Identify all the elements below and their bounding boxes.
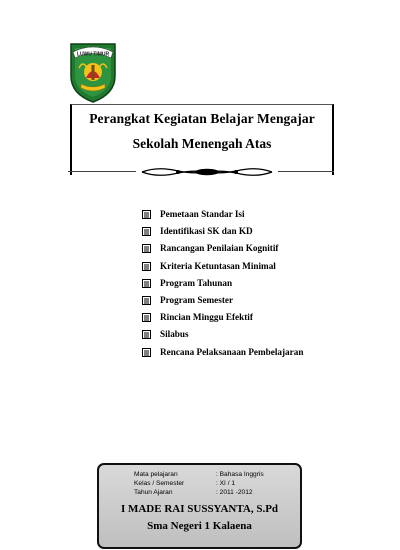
list-bullet-icon <box>142 227 151 236</box>
list-item-label: Pemetaan Standar Isi <box>160 209 245 219</box>
subject-row <box>134 471 264 478</box>
document-subtitle: Sekolah Menengah Atas <box>132 136 272 151</box>
list-item <box>142 293 303 310</box>
list-item-label: Program Semester <box>160 294 234 305</box>
list-item <box>142 345 303 362</box>
class-value: : XI / 1 <box>216 480 236 487</box>
subject-label: Mata pelajaran <box>134 471 178 478</box>
list-item <box>142 276 303 293</box>
list-bullet-icon <box>142 330 151 339</box>
list-bullet-icon <box>142 348 151 357</box>
divider-left <box>68 171 136 172</box>
year-value: : 2011 -2012 <box>216 489 253 496</box>
list-bullet-icon <box>142 210 151 219</box>
list-item <box>142 259 303 276</box>
list-bullet-icon <box>142 244 151 253</box>
divider-right <box>278 171 334 172</box>
year-label: Tahun Ajaran <box>134 489 173 496</box>
list-item <box>142 310 303 327</box>
list-item-label: Kriteria Ketuntasan Minimal <box>160 260 276 271</box>
list-item <box>142 327 303 344</box>
author-name: I MADE RAI SUSSYANTA, S.Pd <box>120 503 279 515</box>
luwu-timur-crest-logo <box>67 38 119 104</box>
subject-value: : Bahasa Inggris <box>216 471 264 478</box>
list-item-label: Rencana Pelaksanaan Pembelajaran <box>160 346 304 357</box>
list-bullet-icon <box>142 313 151 322</box>
ornament-divider <box>138 162 276 182</box>
list-item-label: Program Tahunan <box>160 277 233 288</box>
author-info-box <box>97 463 302 549</box>
class-label: Kelas / Semester <box>134 480 185 487</box>
list-item <box>142 207 303 224</box>
list-item <box>142 241 303 258</box>
list-bullet-icon <box>142 279 151 288</box>
list-item-label: Rancangan Penilaian Kognitif <box>160 243 279 254</box>
list-bullet-icon <box>142 262 151 271</box>
list-item-label: Silabus <box>160 329 189 340</box>
class-row <box>134 480 235 487</box>
list-item-label: Identifikasi SK dan KD <box>160 226 253 237</box>
list-item <box>142 224 303 241</box>
school-name: Sma Negeri 1 Kalaena <box>147 520 252 532</box>
year-row <box>134 489 253 496</box>
logo-banner-text: LUWU TIMUR <box>76 51 110 58</box>
document-title: Perangkat Kegiatan Belajar Mengajar <box>89 111 315 126</box>
document-contents-list <box>142 207 303 362</box>
list-bullet-icon <box>142 296 151 305</box>
list-item-label: Rincian Minggu Efektif <box>160 312 253 323</box>
